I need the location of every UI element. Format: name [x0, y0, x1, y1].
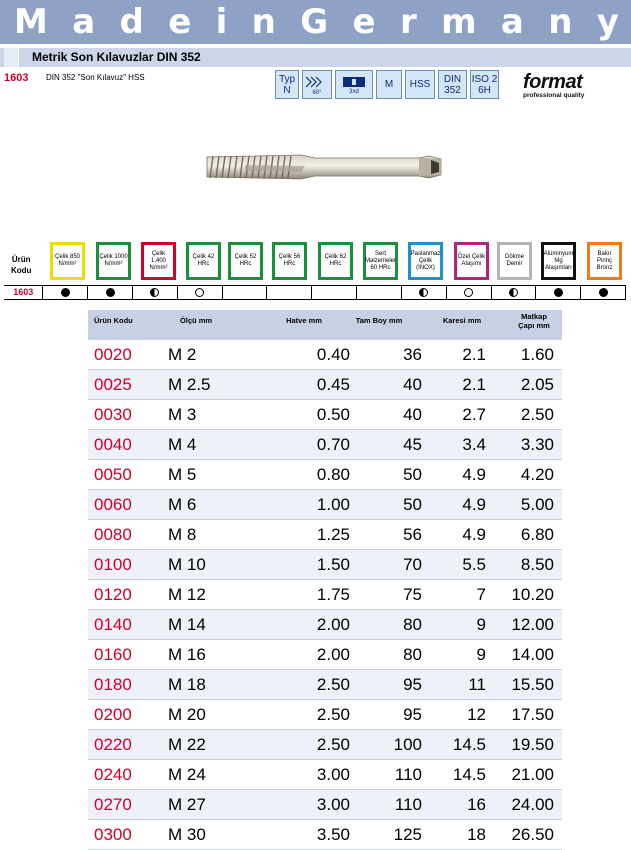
header-size: Ölçü mm — [179, 316, 213, 325]
half-circle-icon — [150, 288, 159, 297]
cell-size: M 27 — [168, 795, 206, 814]
banner-letter: r — [399, 2, 417, 42]
metric-badge: M — [376, 70, 402, 99]
cell-pitch: 0.50 — [316, 405, 350, 424]
cell-pitch: 2.00 — [316, 615, 350, 634]
cell-code: 0025 — [94, 375, 132, 394]
size-table — [88, 310, 562, 850]
brand-logo: format professional quality — [523, 71, 585, 99]
cell-drill: 26.50 — [511, 825, 554, 844]
cell-size: M 2 — [168, 345, 197, 364]
cell-size: M 14 — [168, 615, 206, 634]
cell-size: M 30 — [168, 825, 206, 844]
cell-drill: 1.60 — [520, 345, 554, 364]
suitability-cell — [536, 286, 581, 299]
cell-square: 4.9 — [462, 495, 486, 514]
cell-square: 11 — [468, 675, 486, 694]
full-circle-icon — [61, 288, 70, 297]
cell-size: M 16 — [168, 645, 206, 664]
suitability-cell — [402, 286, 447, 299]
table-row — [88, 550, 562, 580]
full-circle-icon — [554, 288, 563, 297]
cell-pitch: 2.00 — [316, 645, 350, 664]
banner-letter: e — [352, 2, 376, 42]
material-box: Çelik 62 HRc — [318, 242, 353, 280]
header-square: Karesi mm — [442, 316, 482, 325]
cell-length: 110 — [394, 795, 422, 814]
banner-letter: a — [500, 2, 524, 42]
suitability-cell — [447, 286, 492, 299]
empty-circle-icon — [464, 288, 473, 297]
cell-pitch: 3.00 — [316, 795, 350, 814]
cell-square: 2.1 — [462, 375, 486, 394]
suitability-cell — [178, 286, 223, 299]
cell-square: 2.1 — [462, 345, 486, 364]
cell-pitch: 2.50 — [316, 705, 350, 724]
cell-pitch: 0.80 — [316, 465, 350, 484]
cell-square: 2.7 — [462, 405, 486, 424]
banner-letter: n — [548, 2, 573, 42]
banner-letter: M — [14, 2, 48, 42]
table-header — [88, 310, 562, 340]
cell-length: 95 — [403, 705, 422, 724]
cell-code: 0160 — [94, 645, 132, 664]
cell-drill: 14.00 — [511, 645, 554, 664]
suitability-cell — [312, 286, 357, 299]
material-box: Bakır Pirinç Bronz — [587, 242, 622, 280]
cell-size: M 18 — [168, 675, 206, 694]
cell-pitch: 1.00 — [316, 495, 350, 514]
material-suitability-row — [4, 285, 626, 300]
cell-drill: 6.80 — [520, 525, 554, 544]
product-description: DIN 352 "Son Kılavuz" HSS — [46, 73, 145, 82]
table-row — [88, 520, 562, 550]
cell-code: 0240 — [94, 765, 132, 784]
cell-square: 16 — [467, 795, 486, 814]
cell-drill: 19.50 — [511, 735, 554, 754]
suitability-cell — [88, 286, 133, 299]
cell-pitch: 3.00 — [316, 765, 350, 784]
type-badge: Typ N — [275, 70, 299, 99]
product-code: 1603 — [4, 72, 29, 84]
cell-size: M 12 — [168, 585, 206, 604]
suitability-cell — [492, 286, 537, 299]
table-row — [88, 400, 562, 430]
tap-image — [205, 145, 445, 187]
cell-pitch: 1.75 — [316, 585, 350, 604]
suitability-cell — [223, 286, 268, 299]
cell-pitch: 2.50 — [316, 735, 350, 754]
cell-drill: 2.50 — [520, 405, 554, 424]
full-circle-icon — [106, 288, 115, 297]
cell-drill: 5.00 — [520, 495, 554, 514]
cell-length: 125 — [393, 825, 422, 844]
suitability-cell — [43, 286, 88, 299]
table-row — [88, 640, 562, 670]
header-pitch: Hatve mm — [286, 316, 322, 325]
cell-code: 0050 — [94, 465, 132, 484]
cell-length: 56 — [403, 525, 422, 544]
subtitle-marker — [4, 48, 19, 67]
half-circle-icon — [509, 288, 518, 297]
suitability-cell — [267, 286, 312, 299]
banner-letter: m — [441, 2, 477, 42]
cell-square: 9 — [476, 645, 486, 664]
cell-code: 0080 — [94, 525, 132, 544]
cell-size: M 3 — [168, 405, 197, 424]
suitability-cell — [133, 286, 178, 299]
cell-length: 40 — [403, 375, 422, 394]
table-row — [88, 700, 562, 730]
material-box: Özel Çelik Alaşımı — [454, 242, 489, 280]
material-badge: HSS — [405, 70, 435, 99]
table-row — [88, 730, 562, 760]
banner-letter: G — [300, 2, 329, 42]
banner-title — [0, 0, 631, 44]
thread-angle-icon: 60° — [302, 70, 332, 99]
table-row — [88, 820, 562, 850]
material-box: Çelik 850 N/mm² — [50, 242, 85, 280]
banner-letter: y — [596, 2, 619, 42]
header-drill: Matkap Çapı mm — [518, 312, 550, 330]
cell-drill: 12.00 — [511, 615, 554, 634]
cell-square: 7 — [476, 585, 486, 604]
cell-pitch: 0.45 — [316, 375, 350, 394]
material-box: Dökme Demir — [497, 242, 532, 280]
table-row — [88, 790, 562, 820]
cell-code: 0120 — [94, 585, 132, 604]
table-row — [88, 460, 562, 490]
cell-code: 0020 — [94, 345, 132, 364]
materials-code-label: Ürün Kodu — [11, 255, 32, 275]
cell-drill: 21.00 — [511, 765, 554, 784]
cell-drill: 8.50 — [520, 555, 554, 574]
table-body — [88, 340, 562, 850]
standard-badge: DIN 352 — [438, 70, 467, 99]
suitability-cell — [357, 286, 402, 299]
material-box: Paslanmaz Çelik (INOX) — [408, 242, 443, 280]
table-row — [88, 340, 562, 370]
tolerance-badge: ISO 2 6H — [470, 70, 499, 99]
section-title: Metrik Son Kılavuzlar DIN 352 — [32, 50, 201, 64]
header-length: Tam Boy mm — [355, 316, 403, 325]
material-box: Çelik 1.400 N/mm² — [141, 242, 176, 280]
material-box: Çelik 56 HRc — [272, 242, 307, 280]
cell-length: 36 — [403, 345, 422, 364]
material-box: Sert Malzemeler 60 HRc — [363, 242, 398, 280]
cell-size: M 6 — [168, 495, 197, 514]
cell-size: M 2.5 — [168, 375, 211, 394]
spec-badges — [275, 70, 499, 99]
cell-size: M 24 — [168, 765, 206, 784]
cell-code: 0040 — [94, 435, 132, 454]
cell-code: 0180 — [94, 675, 132, 694]
empty-circle-icon — [195, 288, 204, 297]
cell-drill: 2.05 — [520, 375, 554, 394]
cell-length: 100 — [393, 735, 422, 754]
suitability-code: 1603 — [4, 286, 43, 299]
cell-code: 0100 — [94, 555, 132, 574]
cell-length: 40 — [403, 405, 422, 424]
banner-letter: n — [251, 2, 276, 42]
banner-letter: d — [119, 2, 144, 42]
cell-length: 70 — [403, 555, 422, 574]
cell-code: 0220 — [94, 735, 132, 754]
banner-letter: a — [72, 2, 96, 42]
material-box: Alüminyum Mg Alaşımları — [541, 242, 576, 280]
cell-length: 75 — [403, 585, 422, 604]
table-row — [88, 430, 562, 460]
half-circle-icon — [419, 288, 428, 297]
banner-letter: i — [215, 2, 228, 42]
cell-length: 45 — [403, 435, 422, 454]
cell-drill: 17.50 — [511, 705, 554, 724]
cell-square: 18 — [467, 825, 486, 844]
cell-size: M 10 — [168, 555, 206, 574]
cell-pitch: 0.40 — [316, 345, 350, 364]
table-row — [88, 370, 562, 400]
cell-code: 0200 — [94, 705, 132, 724]
cell-drill: 3.30 — [520, 435, 554, 454]
table-row — [88, 670, 562, 700]
cell-size: M 22 — [168, 735, 206, 754]
table-row — [88, 580, 562, 610]
cell-square: 3.4 — [462, 435, 486, 454]
cell-size: M 8 — [168, 525, 197, 544]
material-box: Çelik 1000 N/mm² — [96, 242, 131, 280]
cell-length: 80 — [403, 645, 422, 664]
full-circle-icon — [599, 288, 608, 297]
cell-drill: 15.50 — [511, 675, 554, 694]
cell-pitch: 1.25 — [316, 525, 350, 544]
material-box: Çelik 52 HRc — [228, 242, 263, 280]
cell-code: 0300 — [94, 825, 132, 844]
cell-length: 110 — [394, 765, 422, 784]
cell-square: 5.5 — [462, 555, 486, 574]
cell-pitch: 1.50 — [316, 555, 350, 574]
cell-square: 14.5 — [452, 765, 486, 784]
cell-drill: 4.20 — [520, 465, 554, 484]
table-row — [88, 610, 562, 640]
cell-drill: 10.20 — [511, 585, 554, 604]
table-row — [88, 490, 562, 520]
cell-code: 0060 — [94, 495, 132, 514]
depth-icon: 3xd — [335, 70, 373, 99]
cell-square: 4.9 — [462, 465, 486, 484]
cell-square: 14.5 — [452, 735, 486, 754]
header-code: Ürün Kodu — [94, 316, 133, 325]
cell-size: M 20 — [168, 705, 206, 724]
cell-size: M 5 — [168, 465, 197, 484]
cell-square: 9 — [476, 615, 486, 634]
banner-letter: e — [168, 2, 192, 42]
cell-pitch: 2.50 — [316, 675, 350, 694]
cell-size: M 4 — [168, 435, 197, 454]
cell-code: 0270 — [94, 795, 132, 814]
cell-square: 4.9 — [462, 525, 486, 544]
cell-square: 12 — [467, 705, 486, 724]
cell-code: 0140 — [94, 615, 132, 634]
cell-length: 50 — [403, 495, 422, 514]
cell-pitch: 3.50 — [316, 825, 350, 844]
table-row — [88, 760, 562, 790]
cell-drill: 24.00 — [511, 795, 554, 814]
cell-code: 0030 — [94, 405, 132, 424]
cell-length: 80 — [403, 615, 422, 634]
suitability-cell — [581, 286, 626, 299]
cell-pitch: 0.70 — [316, 435, 350, 454]
cell-length: 50 — [403, 465, 422, 484]
cell-length: 95 — [403, 675, 422, 694]
material-box: Çelik 42 HRc — [186, 242, 221, 280]
